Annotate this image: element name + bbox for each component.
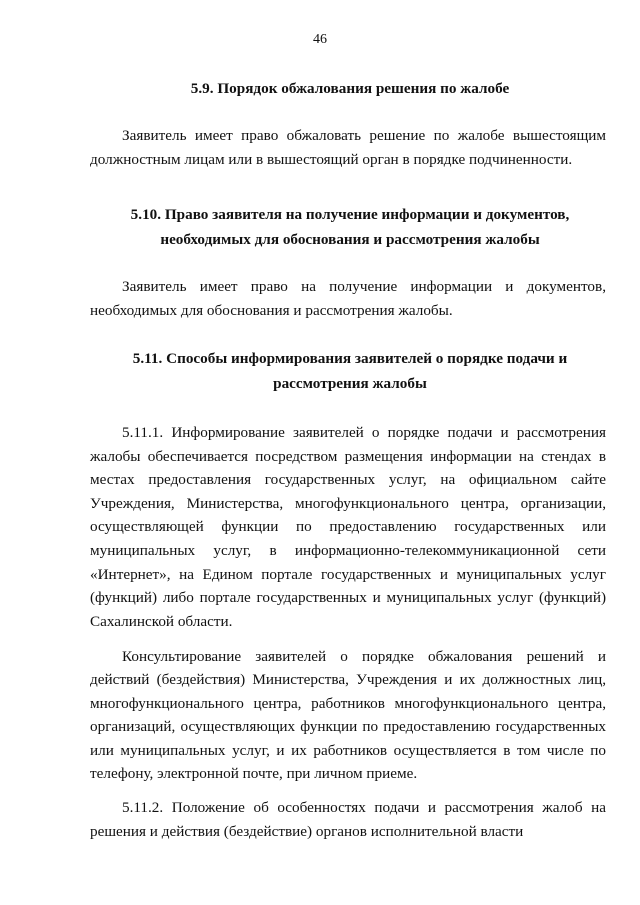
page-number: 46 [313,32,327,47]
section-paragraph-5-11-2: 5.11.2. Положение об особенностях подачи и рассмотрения жалоб на решения и действия (бездействие) органов исполнительной власти [90,799,606,840]
section-heading-5-10: 5.10. Право заявителя на получение информации и документов, необходимых для обоснования и рассмотрения жалобы [130,206,570,248]
section-heading-5-9: 5.9. Порядок обжалования решения по жалобе [190,80,510,97]
section-heading-5-11: 5.11. Способы информирования заявителей о порядке подачи и рассмотрения жалобы [132,350,568,392]
section-paragraph-5-9: Заявитель имеет право обжаловать решение по жалобе вышестоящим должностным лицам или в вышестоящий орган в порядке подчиненности. [90,127,606,168]
section-paragraph-consultation: Консультирование заявителей о порядке обжалования решений и действий (бездействия) Министерства, Учреждения и их должностных лиц, многофункционального центра, работников многофункционального центра, организаций, осуществляющих функции по предоставлению государственных или муниципальных услуг, и их работников осуществляется в том числе по телефону, электронной почте, при личном приеме. [90,648,606,783]
section-paragraph-5-11-1: 5.11.1. Информирование заявителей о порядке подачи и рассмотрения жалобы обеспечивается посредством размещения информации на стендах в местах предоставления государственных услуг, на официальном сайте Учреждения, Министерства, многофункционального центра, организации, осуществляющей функции по предоставлению государственных или муниципальных услуг, в информационно-телекоммуникационной сети «Интернет», на Едином портале государственных и муниципальных услуг (функций) либо портале государственных и муниципальных услуг (функций) Сахалинской области. [90,424,606,630]
section-paragraph-5-10: Заявитель имеет право на получение информации и документов, необходимых для обоснования и рассмотрения жалобы. [90,278,606,319]
